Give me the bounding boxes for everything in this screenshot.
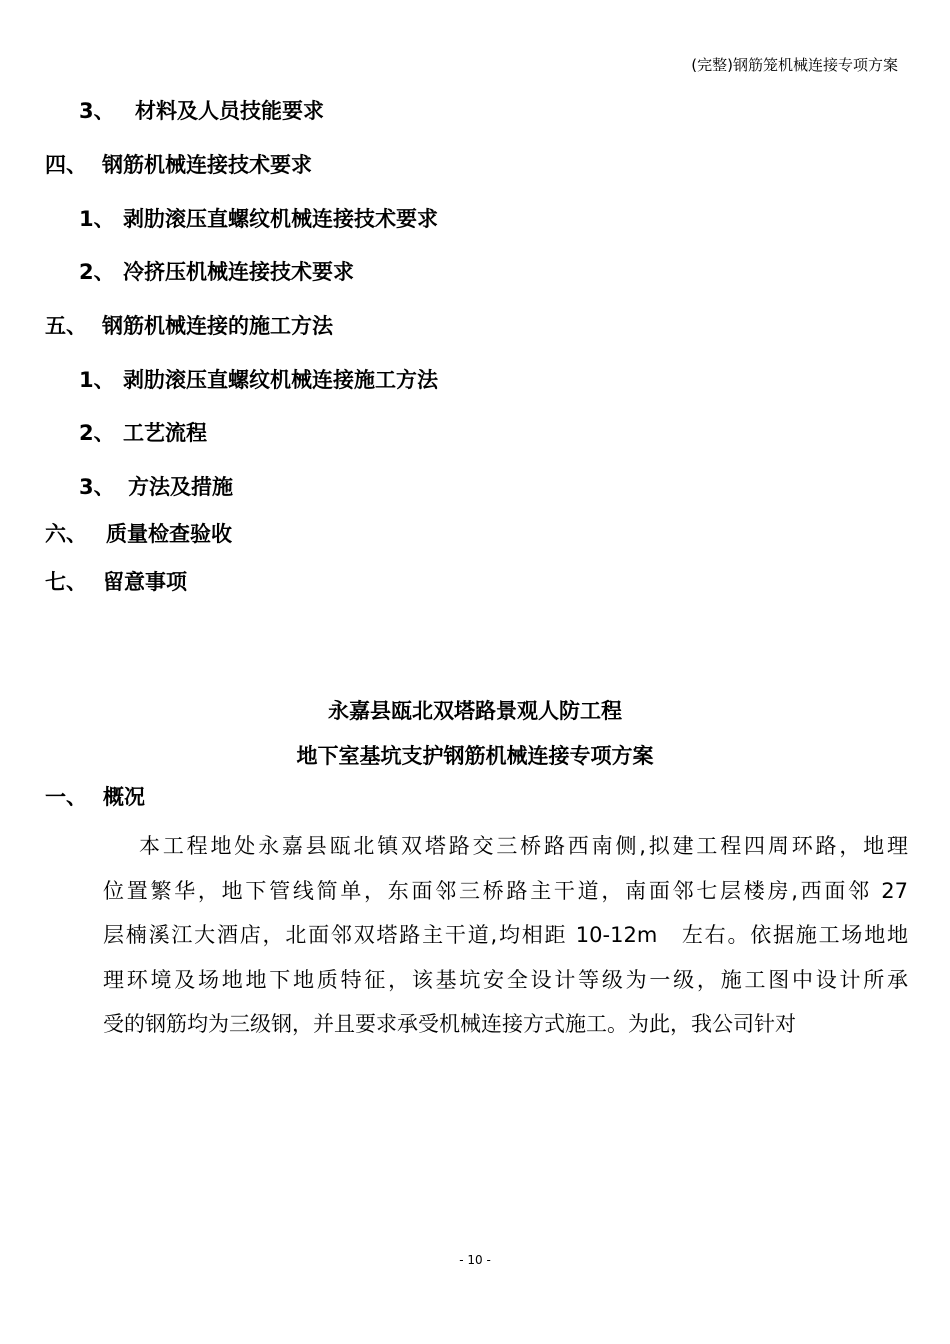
- paragraph-line: 位置繁华，地下管线简单，东面邻三桥路主干道，南面邻七层楼房,西面邻 27: [103, 878, 908, 903]
- paragraph-line: 受的钢筋均为三级钢，并且要求承受机械连接方式施工。为此，我公司针对: [103, 1012, 796, 1036]
- toc-item-number: 2、: [79, 421, 115, 445]
- toc-item-number: 七、: [45, 570, 87, 594]
- toc-item-label: 剥肋滚压直螺纹机械连接施工方法: [123, 368, 438, 392]
- toc-item-technical-requirements: [45, 155, 312, 176]
- toc-item-label: 冷挤压机械连接技术要求: [123, 260, 354, 284]
- toc-item-number: 五、: [45, 314, 87, 338]
- section-number: 一、: [45, 785, 87, 809]
- toc-item-number: 六、: [45, 522, 87, 546]
- toc-item-label: 质量检查验收: [106, 522, 232, 546]
- toc-item-label: 剥肋滚压直螺纹机械连接技术要求: [123, 207, 438, 231]
- toc-item-number: 2、: [79, 260, 115, 284]
- document-title-line-1: 永嘉县瓯北双塔路景观人防工程: [328, 699, 622, 723]
- toc-item-number: 1、: [79, 207, 115, 231]
- document-title-line-2: 地下室基坑支护钢筋机械连接专项方案: [296, 744, 654, 768]
- toc-item-methods-measures: [79, 477, 233, 498]
- toc-item-construction-methods: [45, 316, 333, 337]
- toc-item-label: 方法及措施: [128, 475, 233, 499]
- document-header-title: (完整)钢筋笼机械连接专项方案: [691, 56, 898, 74]
- toc-item-label: 材料及人员技能要求: [135, 99, 324, 123]
- toc-item-number: 3、: [79, 99, 115, 123]
- toc-item-number: 四、: [45, 153, 87, 177]
- toc-item-number: 3、: [79, 475, 115, 499]
- paragraph-line: 理环境及场地地下地质特征，该基坑安全设计等级为一级，施工图中设计所承: [103, 967, 908, 992]
- toc-item-label: 钢筋机械连接技术要求: [102, 153, 312, 177]
- paragraph-line: 层楠溪江大酒店，北面邻双塔路主干道,均相距 10-12m 左右。依据施工场地地: [103, 923, 908, 947]
- page-number: - 10 -: [459, 1253, 491, 1267]
- toc-item-straight-thread-requirements: [79, 209, 438, 230]
- toc-item-straight-thread-methods: [79, 370, 438, 391]
- toc-item-quality-inspection: [45, 524, 232, 545]
- toc-item-label: 工艺流程: [123, 421, 207, 445]
- toc-item-materials-skills: [79, 101, 324, 122]
- toc-item-label: 钢筋机械连接的施工方法: [102, 314, 333, 338]
- section-heading-overview: [45, 787, 145, 808]
- toc-item-process-flow: [79, 423, 207, 444]
- toc-item-cold-extrusion-requirements: [79, 262, 354, 283]
- toc-item-number: 1、: [79, 368, 115, 392]
- toc-item-label: 留意事项: [103, 570, 187, 594]
- paragraph-line: 本工程地处永嘉县瓯北镇双塔路交三桥路西南侧,拟建工程四周环路，地理: [139, 834, 908, 858]
- section-label: 概况: [103, 785, 145, 809]
- overview-paragraph: [103, 824, 908, 1047]
- toc-item-precautions: [45, 572, 187, 593]
